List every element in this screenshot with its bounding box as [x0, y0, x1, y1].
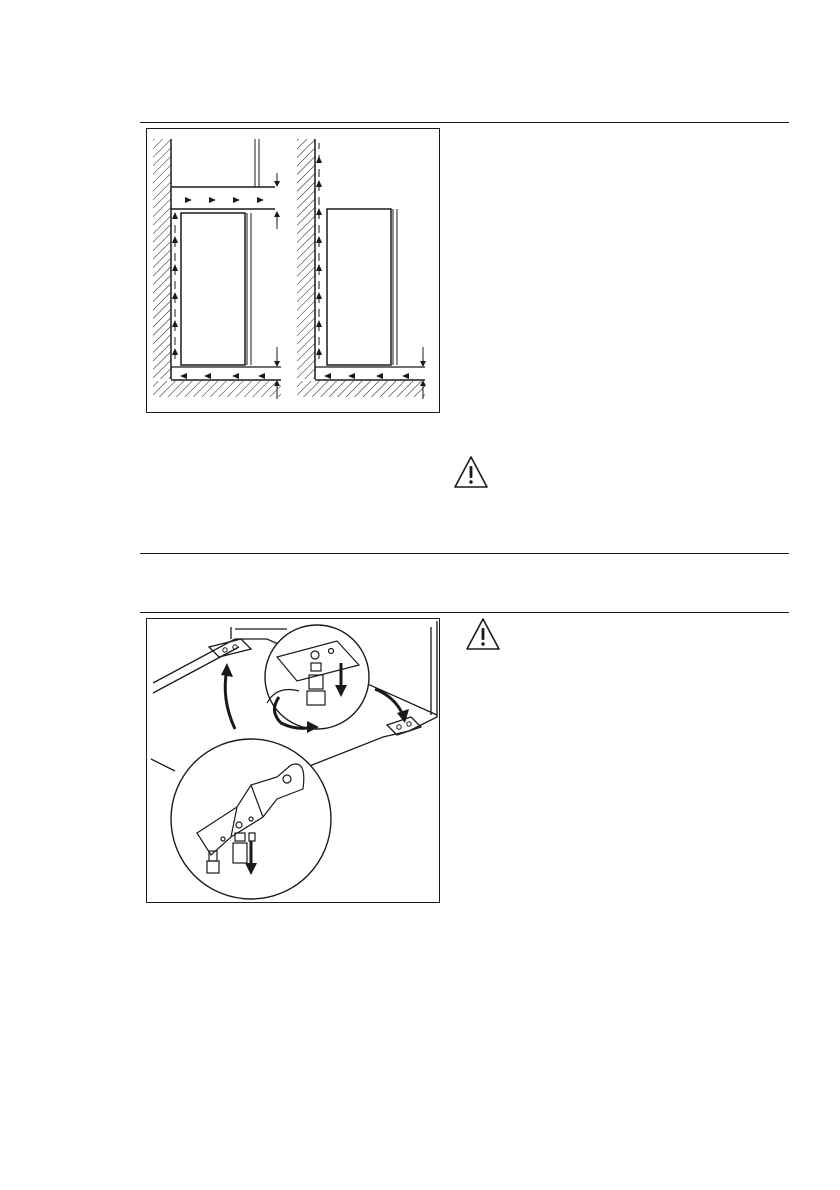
wall-hatch-right — [297, 139, 315, 379]
section-divider-lower — [140, 612, 789, 613]
door-hinge-assembly-illustration — [146, 618, 440, 903]
warning-triangle-icon — [453, 455, 489, 489]
floor-hatch-left — [153, 381, 281, 397]
floor-hatch-right — [297, 381, 425, 397]
section-divider-top — [140, 122, 789, 123]
appliance-right — [327, 209, 391, 365]
hinge-illustration-svg — [147, 619, 439, 902]
ventilation-diagram-svg — [147, 129, 439, 412]
warning-triangle-icon — [465, 617, 501, 651]
section-divider-middle — [140, 553, 789, 554]
wall-hatch-left — [153, 139, 171, 379]
upper-detail-circle — [265, 625, 369, 729]
appliance-left — [181, 213, 245, 365]
ventilation-diagram — [146, 128, 440, 413]
